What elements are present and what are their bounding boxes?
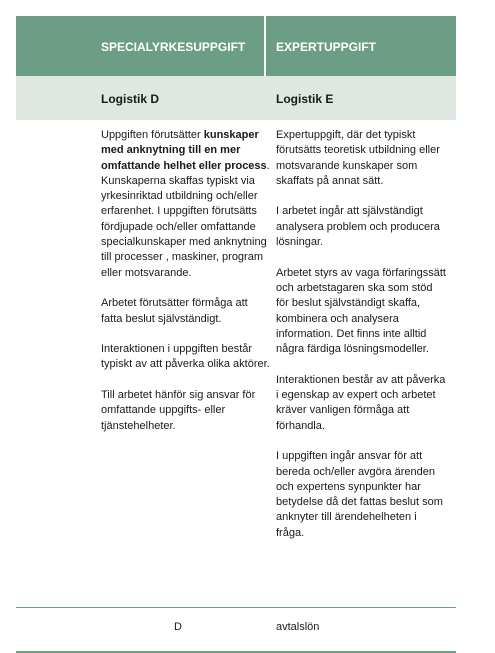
col-d-paragraph-4: Till arbetet hänför sig ansvar för omfattande uppgifts- eller tjänstehelheter. — [101, 389, 256, 432]
col-e-paragraph-5: I uppgiften ingår ansvar för att bereda och/eller avgöra ärenden och expertens synpunkter har betydelse då det fattas beslut som anknyter till ärendehelheten i fråga. — [276, 450, 443, 539]
table-footer-row — [16, 607, 456, 651]
col-d-paragraph-2: Arbetet förutsätter förmåga att fatta beslut självständigt. — [101, 297, 248, 325]
subheader-logistik-d: Logistik D — [101, 92, 160, 106]
footer-avtalslon: avtalslön — [276, 621, 320, 633]
header-expertuppgift: EXPERTUPPGIFT — [276, 40, 377, 54]
col-e-paragraph-4: Interaktionen består av att påverka i egenskap av expert och arbetet kräver vanligen förmåga att förhandla. — [276, 373, 446, 432]
col-d-bold-phrase: kunskaper med anknytning till en mer omfattande helhet eller process — [101, 129, 267, 172]
col-d-paragraph-3: Interaktionen i uppgiften består typiskt av att påverka olika aktörer. — [101, 343, 270, 371]
col-d-paragraph-1: Uppgiften förutsätter kunskaper med anknytning till en mer omfattande helhet eller process. Kunskaperna skaffas typiskt via yrkesinriktad utbildning och/eller erfarenhet. I uppgiften förutsätts fördjupade och/eller omfattande specialkunskaper med anknytning till processer , maskiner, program eller motsvarande. — [101, 129, 270, 279]
subheader-logistik-e: Logistik E — [276, 92, 334, 106]
table-body-row — [16, 120, 456, 607]
footer-grade-d: D — [174, 621, 182, 633]
description-col-d — [101, 128, 271, 449]
description-col-e — [276, 128, 446, 556]
header-divider — [264, 16, 266, 76]
table-header-row — [16, 16, 456, 76]
job-classification-table — [16, 16, 456, 651]
header-specialyrkesuppgift: SPECIALYRKESUPPGIFT — [101, 40, 246, 54]
col-e-paragraph-2: I arbetet ingår att självständigt analysera problem och producera lösningar. — [276, 205, 440, 249]
table-subheader-row — [16, 76, 456, 120]
col-e-paragraph-3: Arbetet styrs av vaga förfaringssätt och arbetstagaren ska som stöd för beslut självständigt skaffa, kombinera och analysera information. Det finns inte alltid några färdiga lösningsmodeller. — [276, 266, 446, 356]
col-e-paragraph-1: Expertuppgift, där det typiskt förutsätts teoretisk utbildning eller motsvarande kunskaper som skaffats på annat sätt. — [276, 129, 440, 187]
